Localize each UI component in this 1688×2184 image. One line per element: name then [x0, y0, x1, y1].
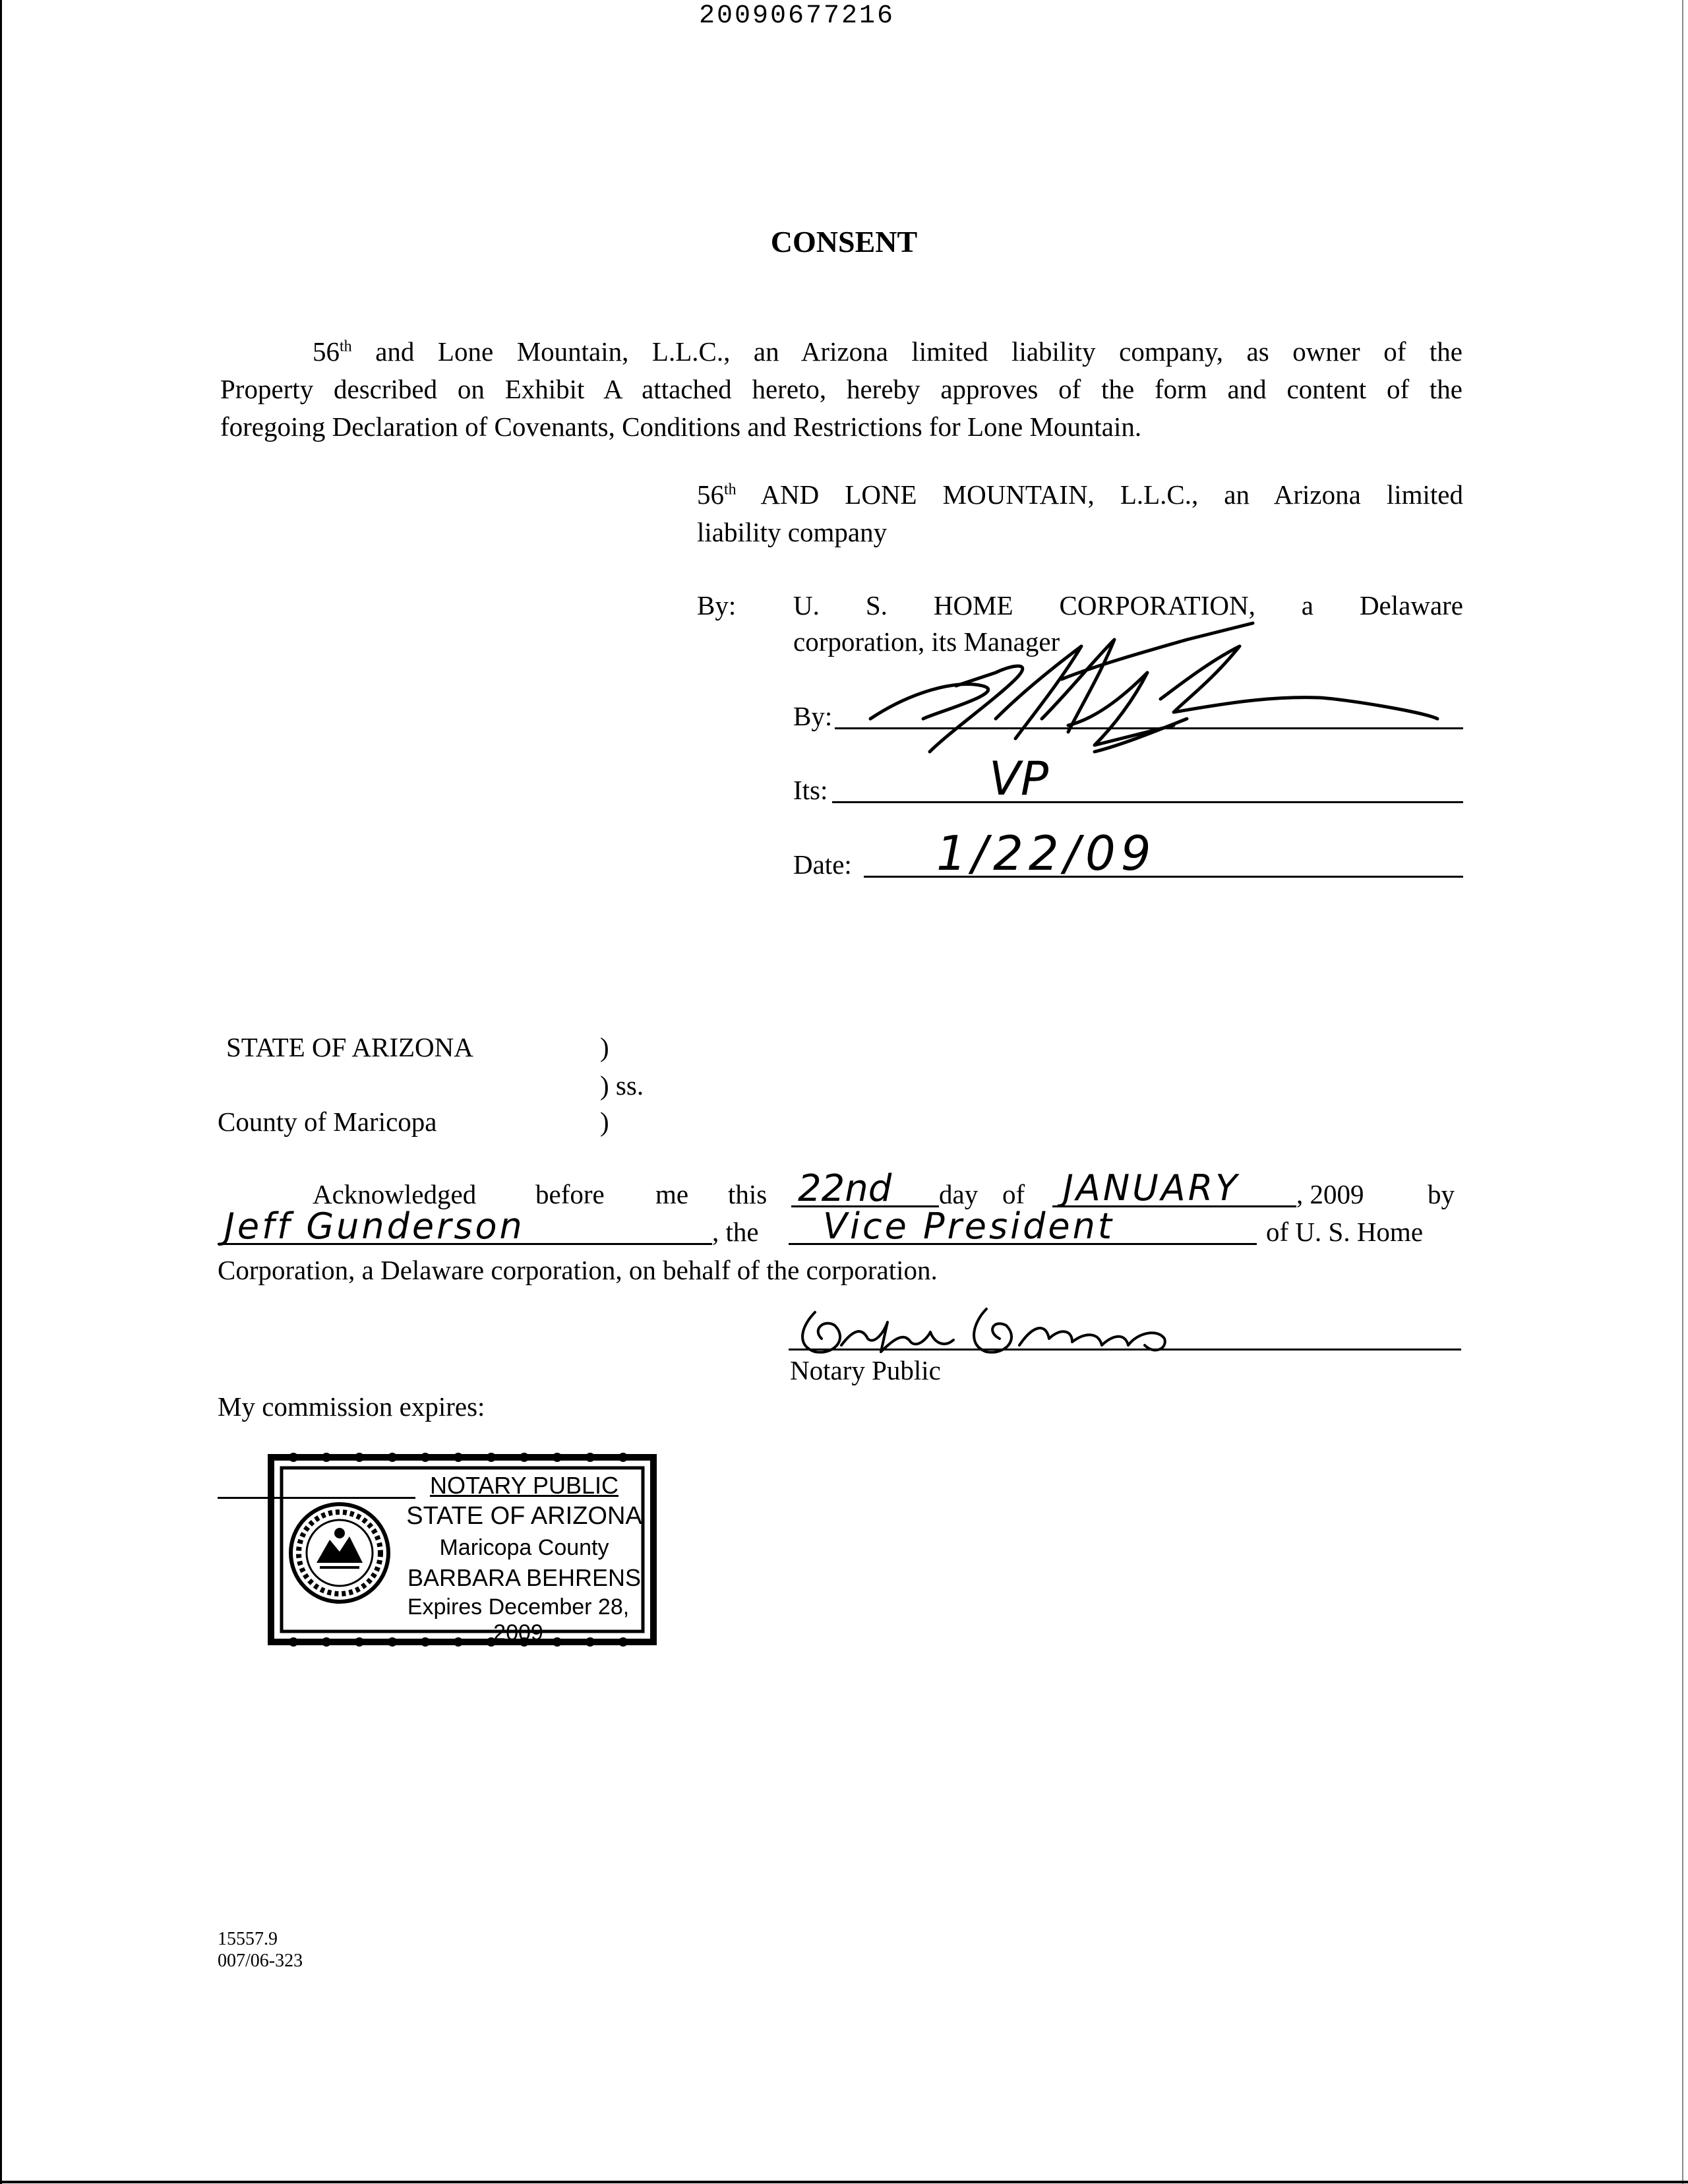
company-sup: th [724, 481, 737, 499]
page-right-border [1682, 0, 1683, 2184]
intro-line-2: Property described on Exhibit A attached hereto, hereby approves of the form and content of the [220, 374, 1462, 404]
venue-paren-3: ) [600, 1107, 609, 1137]
venue-state: STATE OF ARIZONA [226, 1032, 473, 1062]
ack-of-company: of U. S. Home [1266, 1217, 1424, 1247]
ack-day-value: 22nd [798, 1167, 892, 1210]
its-line [832, 801, 1463, 803]
ack-word-me: me [655, 1179, 689, 1209]
its-label: Its: [793, 775, 828, 805]
company-number: 56 [697, 479, 724, 510]
date-value: 1/22/09 [936, 826, 1157, 881]
signature-company [697, 476, 1463, 551]
ack-line-3: Corporation, a Delaware corporation, on behalf of the corporation. [218, 1255, 938, 1285]
document-number: 20090677216 [699, 1, 895, 31]
by2-label: By: [793, 701, 833, 731]
page-bottom-border [0, 2181, 1688, 2183]
page-title: CONSENT [770, 225, 918, 258]
commission-label: My commission expires: [218, 1391, 485, 1422]
arizona-seal-icon [287, 1500, 392, 1606]
ack-year: , 2009 [1296, 1179, 1364, 1209]
ack-the: , the [712, 1217, 759, 1247]
venue-county: County of Maricopa [218, 1107, 437, 1137]
stamp-line-4: BARBARA BEHRENS [407, 1564, 642, 1591]
ack-title-value: Vice President [823, 1205, 1115, 1247]
company-line-1 [697, 476, 1463, 514]
notary-signature-line [789, 1349, 1461, 1350]
ack-word-before: before [535, 1179, 605, 1209]
ack-word-acknowledged: Acknowledged [313, 1179, 477, 1209]
ack-month-value: JANUARY [1063, 1167, 1240, 1209]
stamp-line-1: NOTARY PUBLIC [429, 1472, 619, 1499]
stamp-line-5: Expires December 28, 2009 [407, 1594, 630, 1645]
intro-line-1-sup: th [340, 338, 352, 355]
notary-stamp [267, 1451, 657, 1649]
notary-label: Notary Public [790, 1355, 941, 1385]
venue-paren-1: ) [600, 1032, 609, 1062]
by-label: By: [697, 590, 737, 621]
intro-line-1 [220, 333, 1462, 371]
ack-day-label: day [939, 1179, 979, 1209]
footer-ref-1: 15557.9 [218, 1929, 278, 1949]
company-line-2: liability company [697, 517, 888, 547]
manager-line-2: corporation, its Manager [793, 626, 1060, 657]
page-left-border [0, 0, 2, 2184]
officer-signature [844, 620, 1451, 778]
ack-name-value: Jeff Gunderson [224, 1205, 525, 1247]
intro-line-1-number: 56 [313, 336, 340, 367]
stamp-line-2: STATE OF ARIZONA [406, 1502, 642, 1530]
ack-of-label: of [1002, 1179, 1025, 1209]
intro-line-1-text: and Lone Mountain, L.L.C., an Arizona limited liability company, as owner of the [351, 336, 1462, 367]
date-label: Date: [793, 849, 852, 880]
ack-word-this: this [728, 1179, 768, 1209]
venue-ss: ) ss. [600, 1070, 644, 1101]
intro-paragraph [220, 333, 1462, 446]
manager-line-1: U. S. HOME CORPORATION, a Delaware [793, 590, 1463, 621]
intro-line-3: foregoing Declaration of Covenants, Conditions and Restrictions for Lone Mountain. [220, 411, 1142, 442]
ack-by: by [1428, 1179, 1455, 1209]
its-value: VP [989, 752, 1049, 806]
stamp-line-3: Maricopa County [439, 1535, 609, 1560]
company-name: AND LONE MOUNTAIN, L.L.C., an Arizona limited [736, 479, 1463, 510]
footer-ref-2: 007/06-323 [218, 1951, 303, 1971]
